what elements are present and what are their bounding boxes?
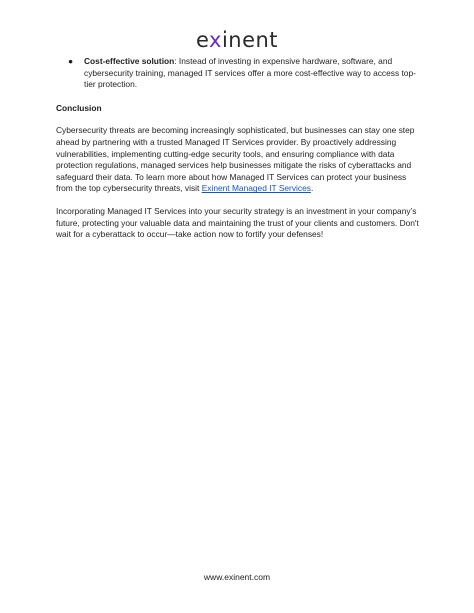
conclusion-paragraph-2: Incorporating Managed IT Services into your security strategy is an investment in your company’s future, protecting your valuable data and maintaining the trust of your clients and customers. Don't wait for a cyberattack to occur—take action now to fortify your defenses!	[56, 205, 419, 240]
bullet-description: : Instead of investing in expensive hardware, software, and cybersecurity training, managed IT services offer a more cost-effective way to access top-tier protection.	[84, 56, 416, 90]
document-body	[56, 56, 422, 241]
list-item	[56, 56, 422, 91]
logo-text-start: e	[195, 28, 209, 52]
conclusion-paragraph-1	[56, 125, 422, 195]
exinent-logo	[0, 30, 474, 51]
conclusion-heading: Conclusion	[56, 102, 102, 113]
exinent-services-link[interactable]: Exinent Managed IT Services	[201, 183, 311, 194]
paragraph-1-text: Cybersecurity threats are becoming increasingly sophisticated, but businesses can stay one step ahead by partnering with a trusted Managed IT Services provider. By proactively addressing vulnerabilities, implementing cutting-edge security tools, and ensuring compliance with data protection regulations, managed services help businesses mitigate the risks of cyberattacks and safeguard their data. To learn more about how Managed IT Services can protect your business from the top cybersecurity threats, visit	[56, 125, 415, 194]
bullet-text	[84, 56, 422, 91]
paragraph-1-end: .	[310, 183, 314, 194]
logo-accent-x: x	[209, 28, 222, 52]
logo-text-end: inent	[221, 28, 279, 52]
bullet-title: Cost-effective solution	[84, 56, 175, 66]
footer-url: www.exinent.com	[203, 572, 271, 582]
bullet-icon: ●	[68, 56, 74, 66]
